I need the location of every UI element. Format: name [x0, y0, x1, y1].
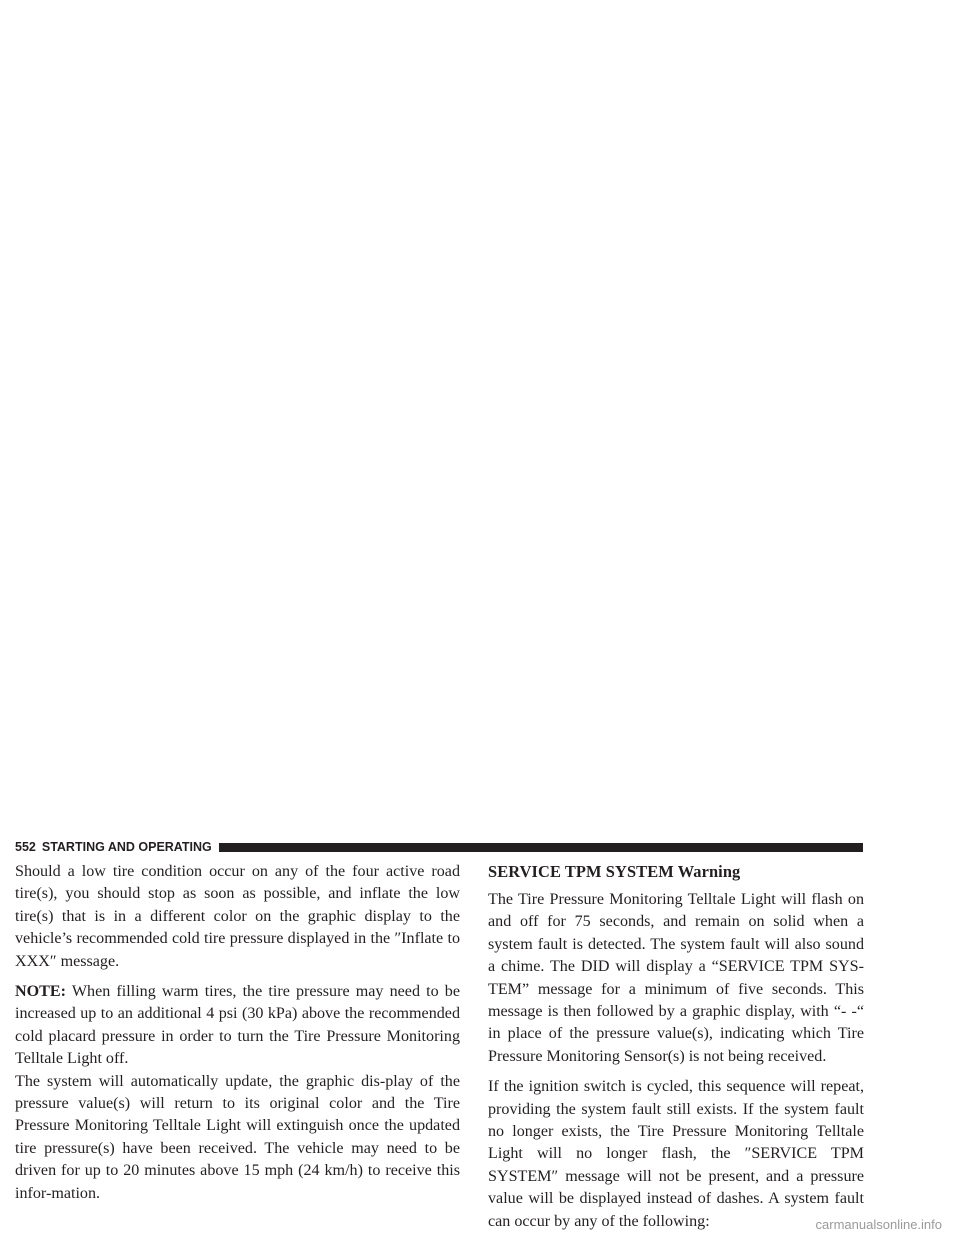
watermark: carmanualsonline.info	[815, 1217, 942, 1232]
left-column	[15, 861, 460, 1205]
paragraph-ignition: If the ignition switch is cycled, this sequence will repeat, providing the system fault still exists. If the system fault no longer exists, the Tire Pressure Monitoring Telltale Light will no longer flash, the ″SERVICE TPM SYSTEM″ message will not be present, and a pressure value will be displayed instead of dashes. A system fault can occur by any of the following:	[488, 1078, 864, 1230]
note-paragraph	[15, 981, 460, 1071]
paragraph-telltale: The Tire Pressure Monitoring Telltale Light will flash on and off for 75 seconds, and remain on solid when a system fault is detected. The system fault will also sound a chime. The DID will display a “SERVICE TPM SYS-TEM” message for a minimum of five seconds. This message is then followed by a graphic display, with “- -“ in place of the pressure value(s), indicating which Tire Pressure Monitoring Sensor(s) is not being received.	[488, 891, 864, 1065]
page-header	[15, 838, 863, 857]
paragraph-low-tire: Should a low tire condition occur on any of the four active road tire(s), you should stop as soon as possible, and inflate the low tire(s) that is in a different color on the graphic display to the vehicle’s recommended cold tire pressure displayed in the ″Inflate to XXX″ message.	[15, 863, 460, 970]
section-title: STARTING AND OPERATING	[41, 840, 212, 854]
note-text: When filling warm tires, the tire pressure may need to be increased up to an additional 4 psi (30 kPa) above the recommended cold placard pressure in order to turn the Tire Pressure Monitoring Telltale Light off.	[15, 983, 460, 1068]
note-label: NOTE:	[15, 983, 66, 1001]
section-heading: SERVICE TPM SYSTEM Warning	[488, 862, 741, 881]
right-column	[488, 861, 864, 1233]
page-number: 552	[15, 840, 36, 854]
header-rule	[219, 843, 863, 852]
paragraph-auto-update: The system will automatically update, the graphic dis-play of the pressure value(s) will return to its original color and the Tire Pressure Monitoring Telltale Light will extinguish once the updated tire pressure(s) have been received. The vehicle may need to be driven for up to 20 minutes above 15 mph (24 km/h) to receive this infor-mation.	[15, 1072, 460, 1202]
